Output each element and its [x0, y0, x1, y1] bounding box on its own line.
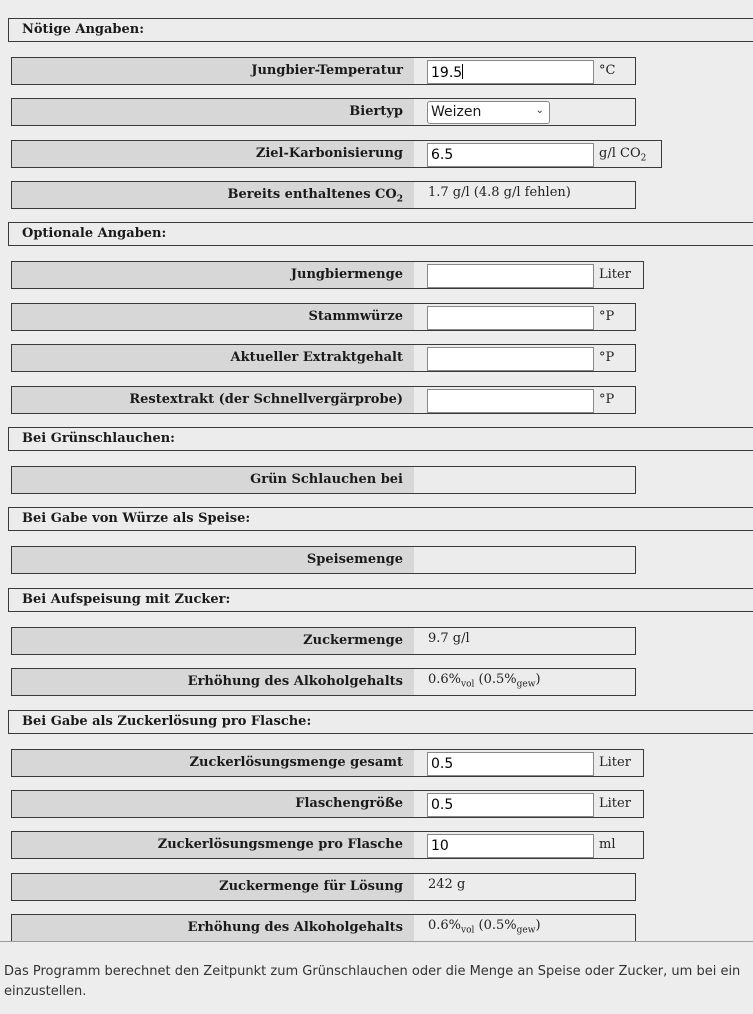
unit-liter: Liter	[599, 755, 631, 770]
erhoehung-alkoholgehalt-value: $0.6\%_{vol}$ $(0.5\%_{gew})$	[428, 672, 541, 690]
label-speisemenge: Speisemenge	[12, 547, 414, 573]
row-flaschengroesse	[11, 790, 644, 818]
unit-ml: ml	[599, 837, 616, 852]
label-bereits-co2: Bereits enthaltenes $CO_2$	[12, 182, 414, 208]
zuckerloesungsmenge-pro-flasche-input[interactable]: 10	[427, 834, 594, 858]
unit-plato: °P	[599, 350, 615, 365]
row-aktueller-extraktgehalt	[11, 344, 636, 372]
unit-plato: °P	[599, 309, 615, 324]
section-header-zuckerloesung: Bei Gabe als Zuckerlösung pro Flasche:	[8, 710, 753, 734]
label-erhoehung-alkoholgehalt: Erhöhung des Alkoholgehalts	[12, 915, 414, 941]
row-biertyp	[11, 98, 636, 126]
row-speisemenge	[11, 546, 636, 574]
jungbier-temperatur-input[interactable]: 19.5	[427, 60, 594, 84]
label-aktueller-extraktgehalt: Aktueller Extraktgehalt	[12, 345, 414, 371]
section-header-wuerze-speise: Bei Gabe von Würze als Speise:	[8, 507, 753, 531]
label-zuckermenge-loesung: Zuckermenge für Lösung	[12, 874, 414, 900]
row-gruen-schlauchen-bei	[11, 466, 636, 494]
row-ziel-karbonisierung	[11, 140, 662, 168]
row-stammwuerze	[11, 303, 636, 331]
text-cursor	[462, 64, 463, 79]
flaschengroesse-input[interactable]: 0.5	[427, 793, 594, 817]
label-erhoehung-alkoholgehalt: Erhöhung des Alkoholgehalts	[12, 669, 414, 695]
zuckerloesungsmenge-gesamt-input[interactable]: 0.5	[427, 752, 594, 776]
divider	[0, 941, 753, 942]
label-stammwuerze: Stammwürze	[12, 304, 414, 330]
stammwuerze-input[interactable]	[427, 306, 594, 330]
section-header-gruenschlauchen: Bei Grünschlauchen:	[8, 427, 753, 451]
label-jungbiermenge: Jungbiermenge	[12, 262, 414, 288]
ziel-karbonisierung-input[interactable]: 6.5	[427, 143, 594, 167]
row-jungbier-temperatur	[11, 57, 636, 85]
label-jungbier-temperatur: Jungbier-Temperatur	[12, 58, 414, 84]
label-gruen-schlauchen-bei: Grün Schlauchen bei	[12, 467, 414, 493]
row-erhoehung-alkoholgehalt-1	[11, 668, 636, 696]
label-restextrakt: Restextrakt (der Schnellvergärprobe)	[12, 387, 414, 413]
unit-co2: g/l $CO_2$	[599, 146, 647, 164]
row-zuckermenge	[11, 627, 636, 655]
section-header-aufspeisung-zucker: Bei Aufspeisung mit Zucker:	[8, 588, 753, 612]
label-zuckerloesungsmenge-gesamt: Zuckerlösungsmenge gesamt	[12, 750, 414, 776]
label-biertyp: Biertyp	[12, 99, 414, 125]
chevron-down-icon: ⌄	[535, 105, 544, 116]
restextrakt-input[interactable]	[427, 389, 594, 413]
zuckermenge-loesung-value: 242 g	[428, 877, 466, 892]
label-flaschengroesse: Flaschengröße	[12, 791, 414, 817]
row-jungbiermenge	[11, 261, 644, 289]
row-restextrakt	[11, 386, 636, 414]
bereits-co2-value: 1.7 g/l (4.8 g/l fehlen)	[428, 185, 571, 200]
row-zuckerloesungsmenge-gesamt	[11, 749, 644, 777]
unit-celsius: °C	[599, 63, 616, 78]
label-zuckermenge: Zuckermenge	[12, 628, 414, 654]
section-header-optional: Optionale Angaben:	[8, 222, 753, 246]
row-zuckermenge-loesung	[11, 873, 636, 901]
aktueller-extraktgehalt-input[interactable]	[427, 347, 594, 371]
jungbiermenge-input[interactable]	[427, 264, 594, 288]
row-zuckerloesungsmenge-pro-flasche	[11, 831, 644, 859]
label-ziel-karbonisierung: Ziel-Karbonisierung	[12, 141, 414, 167]
zuckermenge-value: 9.7 g/l	[428, 631, 470, 646]
unit-liter: Liter	[599, 796, 631, 811]
description-text: Das Programm berechnet den Zeitpunkt zum Grünschlauchen oder die Menge an Speise oder Zucker, um bei ein einzustellen.	[4, 964, 741, 999]
row-bereits-co2	[11, 181, 636, 209]
unit-liter: Liter	[599, 267, 631, 282]
biertyp-select[interactable]: Weizen ⌄	[427, 101, 550, 124]
unit-plato: °P	[599, 392, 615, 407]
erhoehung-alkoholgehalt-value: $0.6\%_{vol}$ $(0.5\%_{gew})$	[428, 918, 541, 936]
section-header-required: Nötige Angaben:	[8, 18, 753, 42]
row-erhoehung-alkoholgehalt-2	[11, 914, 636, 942]
label-zuckerloesungsmenge-pro-flasche: Zuckerlösungsmenge pro Flasche	[12, 832, 414, 858]
